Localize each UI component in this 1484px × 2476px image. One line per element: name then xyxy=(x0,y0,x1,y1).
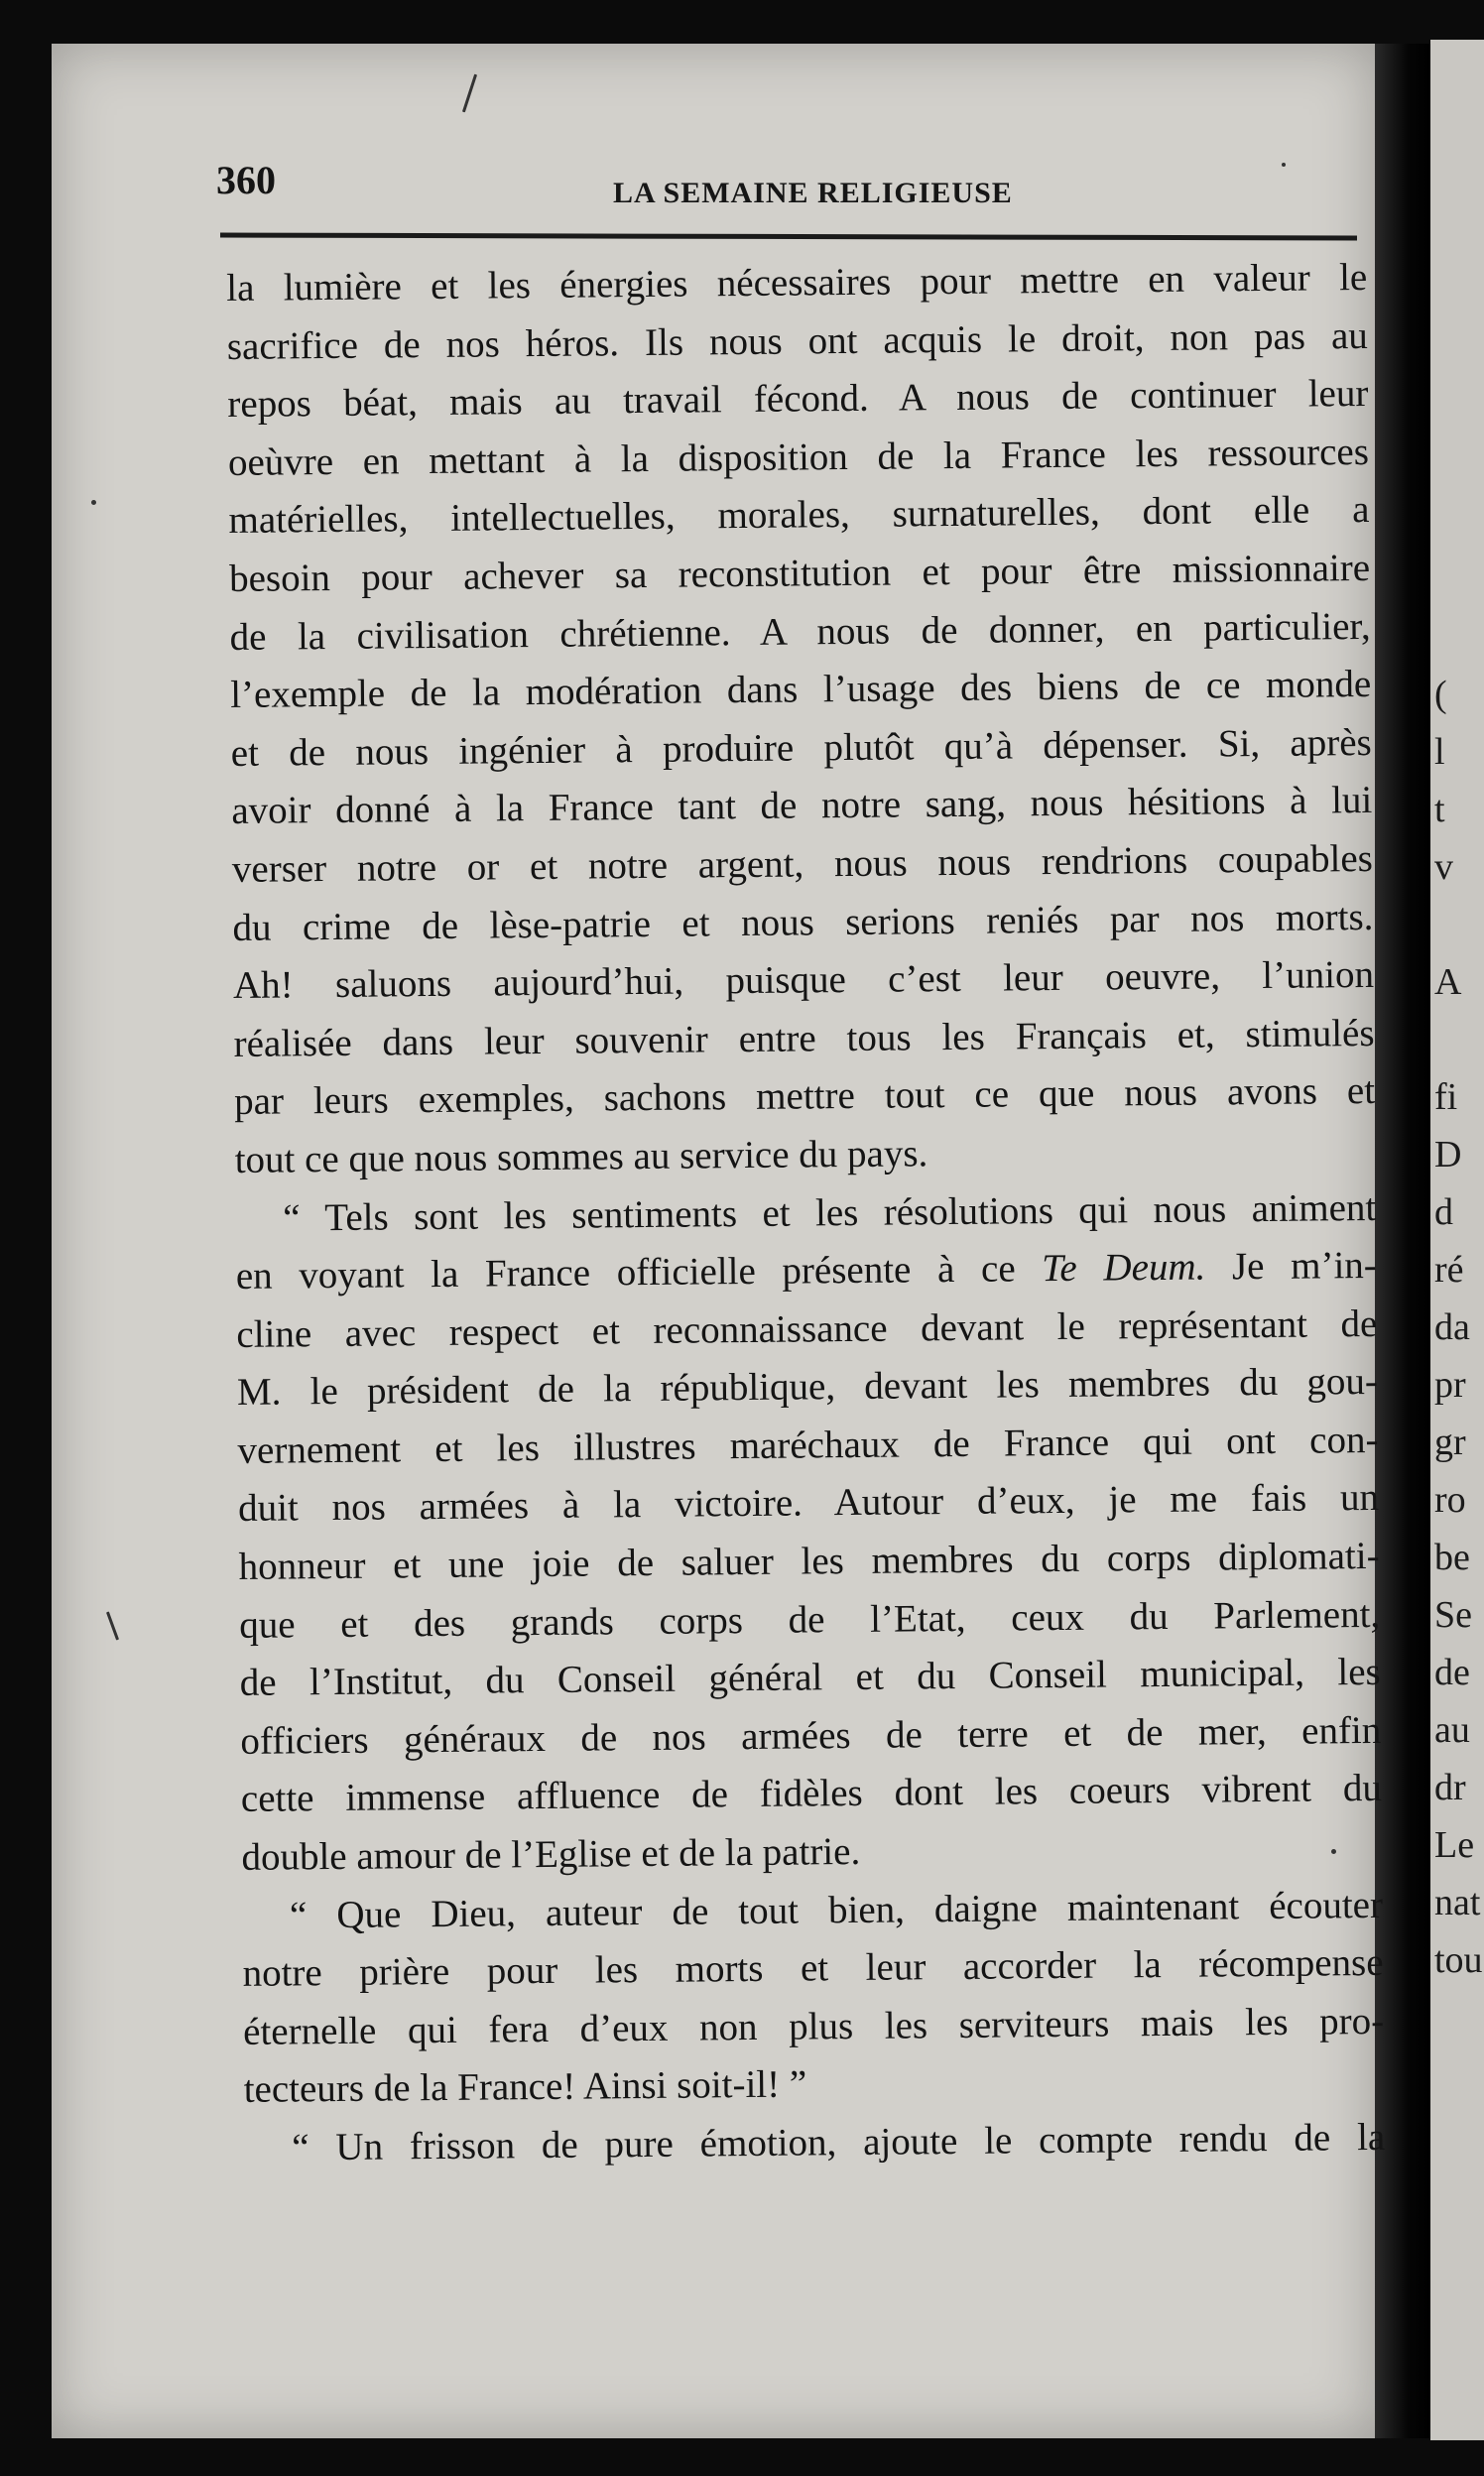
text-line: “ Un frisson de pure émotion, ajoute le compte rendu de la xyxy=(292,2115,1386,2169)
facing-page-fragment: tou xyxy=(1434,1939,1483,1981)
text-line: de l’Institut, du Conseil général et du Conseil municipal, les xyxy=(239,1651,1381,1705)
text-line: notre prière pour les morts et leur accorder la récompense xyxy=(242,1941,1384,1996)
facing-page-fragment: da xyxy=(1434,1306,1470,1348)
facing-page-fragment: d xyxy=(1434,1191,1453,1233)
facing-page-fragment: gr xyxy=(1434,1422,1466,1463)
facing-page-fragment: be xyxy=(1434,1537,1470,1578)
text-line: “ Que Dieu, auteur de tout bien, daigne maintenant écouter xyxy=(289,1883,1384,1937)
facing-page-fragment: ré xyxy=(1434,1249,1464,1291)
text-line: éternelle qui fera d’eux non plus les serviteurs mais les pro- xyxy=(242,1999,1385,2053)
running-title: LA SEMAINE RELIGIEUSE xyxy=(613,177,1013,209)
text-line: “ Tels sont les sentiments et les résolutions qui nous animent xyxy=(283,1185,1377,1239)
facing-page-fragment: t xyxy=(1434,789,1445,830)
text-line: verser notre or et notre argent, nous nous rendrions coupables xyxy=(231,836,1374,891)
text-line: l’exemple de la modération dans l’usage des biens de ce monde xyxy=(230,663,1372,717)
text-line: et de nous ingénier à produire plutôt qu’à dépenser. Si, après xyxy=(230,720,1372,775)
text-line: officiers généraux de nos armées de terre et de mer, enfin xyxy=(240,1708,1382,1763)
italic-title: Te Deum. xyxy=(1042,1245,1206,1291)
facing-page-fragment: Le xyxy=(1434,1824,1475,1866)
facing-page-fragment: A xyxy=(1434,961,1462,1003)
text-line: du crime de lèse-patrie et nous serions reniés par nos morts. xyxy=(232,895,1374,949)
text-segment: en voyant la France officielle présente à ce xyxy=(235,1247,1043,1299)
text-line: tecteurs de la France! Ainsi soit-il! ” xyxy=(243,2062,807,2112)
text-segment: Je m’in- xyxy=(1205,1244,1377,1289)
facing-page-fragment: fi xyxy=(1434,1076,1458,1118)
facing-page-fragment: Se xyxy=(1434,1594,1472,1636)
text-line: repos béat, mais au travail fécond. A nous de continuer leur xyxy=(227,372,1369,427)
facing-page-fragment: pr xyxy=(1434,1364,1466,1406)
text-line: honneur et une joie de saluer les membres du corps diplomati- xyxy=(238,1534,1380,1589)
facing-page-fragment: nat xyxy=(1434,1882,1481,1923)
text-line: tout ce que nous sommes au service du pays. xyxy=(234,1132,928,1181)
text-line: avoir donné à la France tant de notre sang, nous hésitions à lui xyxy=(231,779,1373,833)
text-line: réalisée dans leur souvenir entre tous les Français et, stimulés xyxy=(233,1011,1375,1065)
facing-page-fragment: dr xyxy=(1434,1767,1466,1808)
text-line: duit nos armées à la victoire. Autour d’eux, je me fais un xyxy=(237,1476,1380,1531)
text-line: que et des grands corps de l’Etat, ceux du Parlement, xyxy=(239,1592,1381,1647)
text-line: M. le président de la république, devant les membres du gou- xyxy=(236,1360,1379,1415)
text-line: matérielles, intellectuelles, morales, surnaturelles, dont elle a xyxy=(228,488,1370,543)
text-line xyxy=(236,1237,1378,1306)
page-header xyxy=(216,157,1357,216)
facing-page-fragment: de xyxy=(1434,1652,1470,1693)
facing-page-fragment: au xyxy=(1434,1709,1470,1751)
text-line: double amour de l’Eglise et de la patrie. xyxy=(241,1829,861,1879)
text-line: besoin pour achever sa reconstitution et pour être missionnaire xyxy=(228,546,1371,600)
text-line: cline avec respect et reconnaissance devant le représentant de xyxy=(236,1301,1378,1356)
facing-page-fragment: l xyxy=(1434,731,1445,773)
text-line: par leurs exemples, sachons mettre tout ce que nous avons et xyxy=(233,1069,1376,1124)
text-line: vernement et les illustres maréchaux de France qui ont con- xyxy=(237,1418,1379,1472)
text-line: oeùvre en mettant à la disposition de la France les ressources xyxy=(227,430,1370,484)
body-text xyxy=(226,249,1386,2178)
text-line: cette immense affluence de fidèles dont les coeurs vibrent du xyxy=(240,1767,1383,1821)
facing-page-fragment: ( xyxy=(1434,674,1447,715)
text-line: sacrifice de nos héros. Ils nous ont acquis le droit, non pas au xyxy=(226,313,1368,368)
facing-page-fragment: v xyxy=(1434,846,1453,888)
page-number: 360 xyxy=(216,158,276,202)
text-line: la lumière et les énergies nécessaires pour mettre en valeur le xyxy=(226,255,1368,310)
facing-page-fragment: D xyxy=(1434,1134,1462,1176)
text-line: de la civilisation chrétienne. A nous de donner, en particulier, xyxy=(229,604,1371,659)
text-line: Ah! saluons aujourd’hui, puisque c’est leur oeuvre, l’union xyxy=(232,953,1375,1008)
facing-page-edge xyxy=(1430,40,1484,2440)
facing-page-fragment: ro xyxy=(1434,1479,1466,1521)
